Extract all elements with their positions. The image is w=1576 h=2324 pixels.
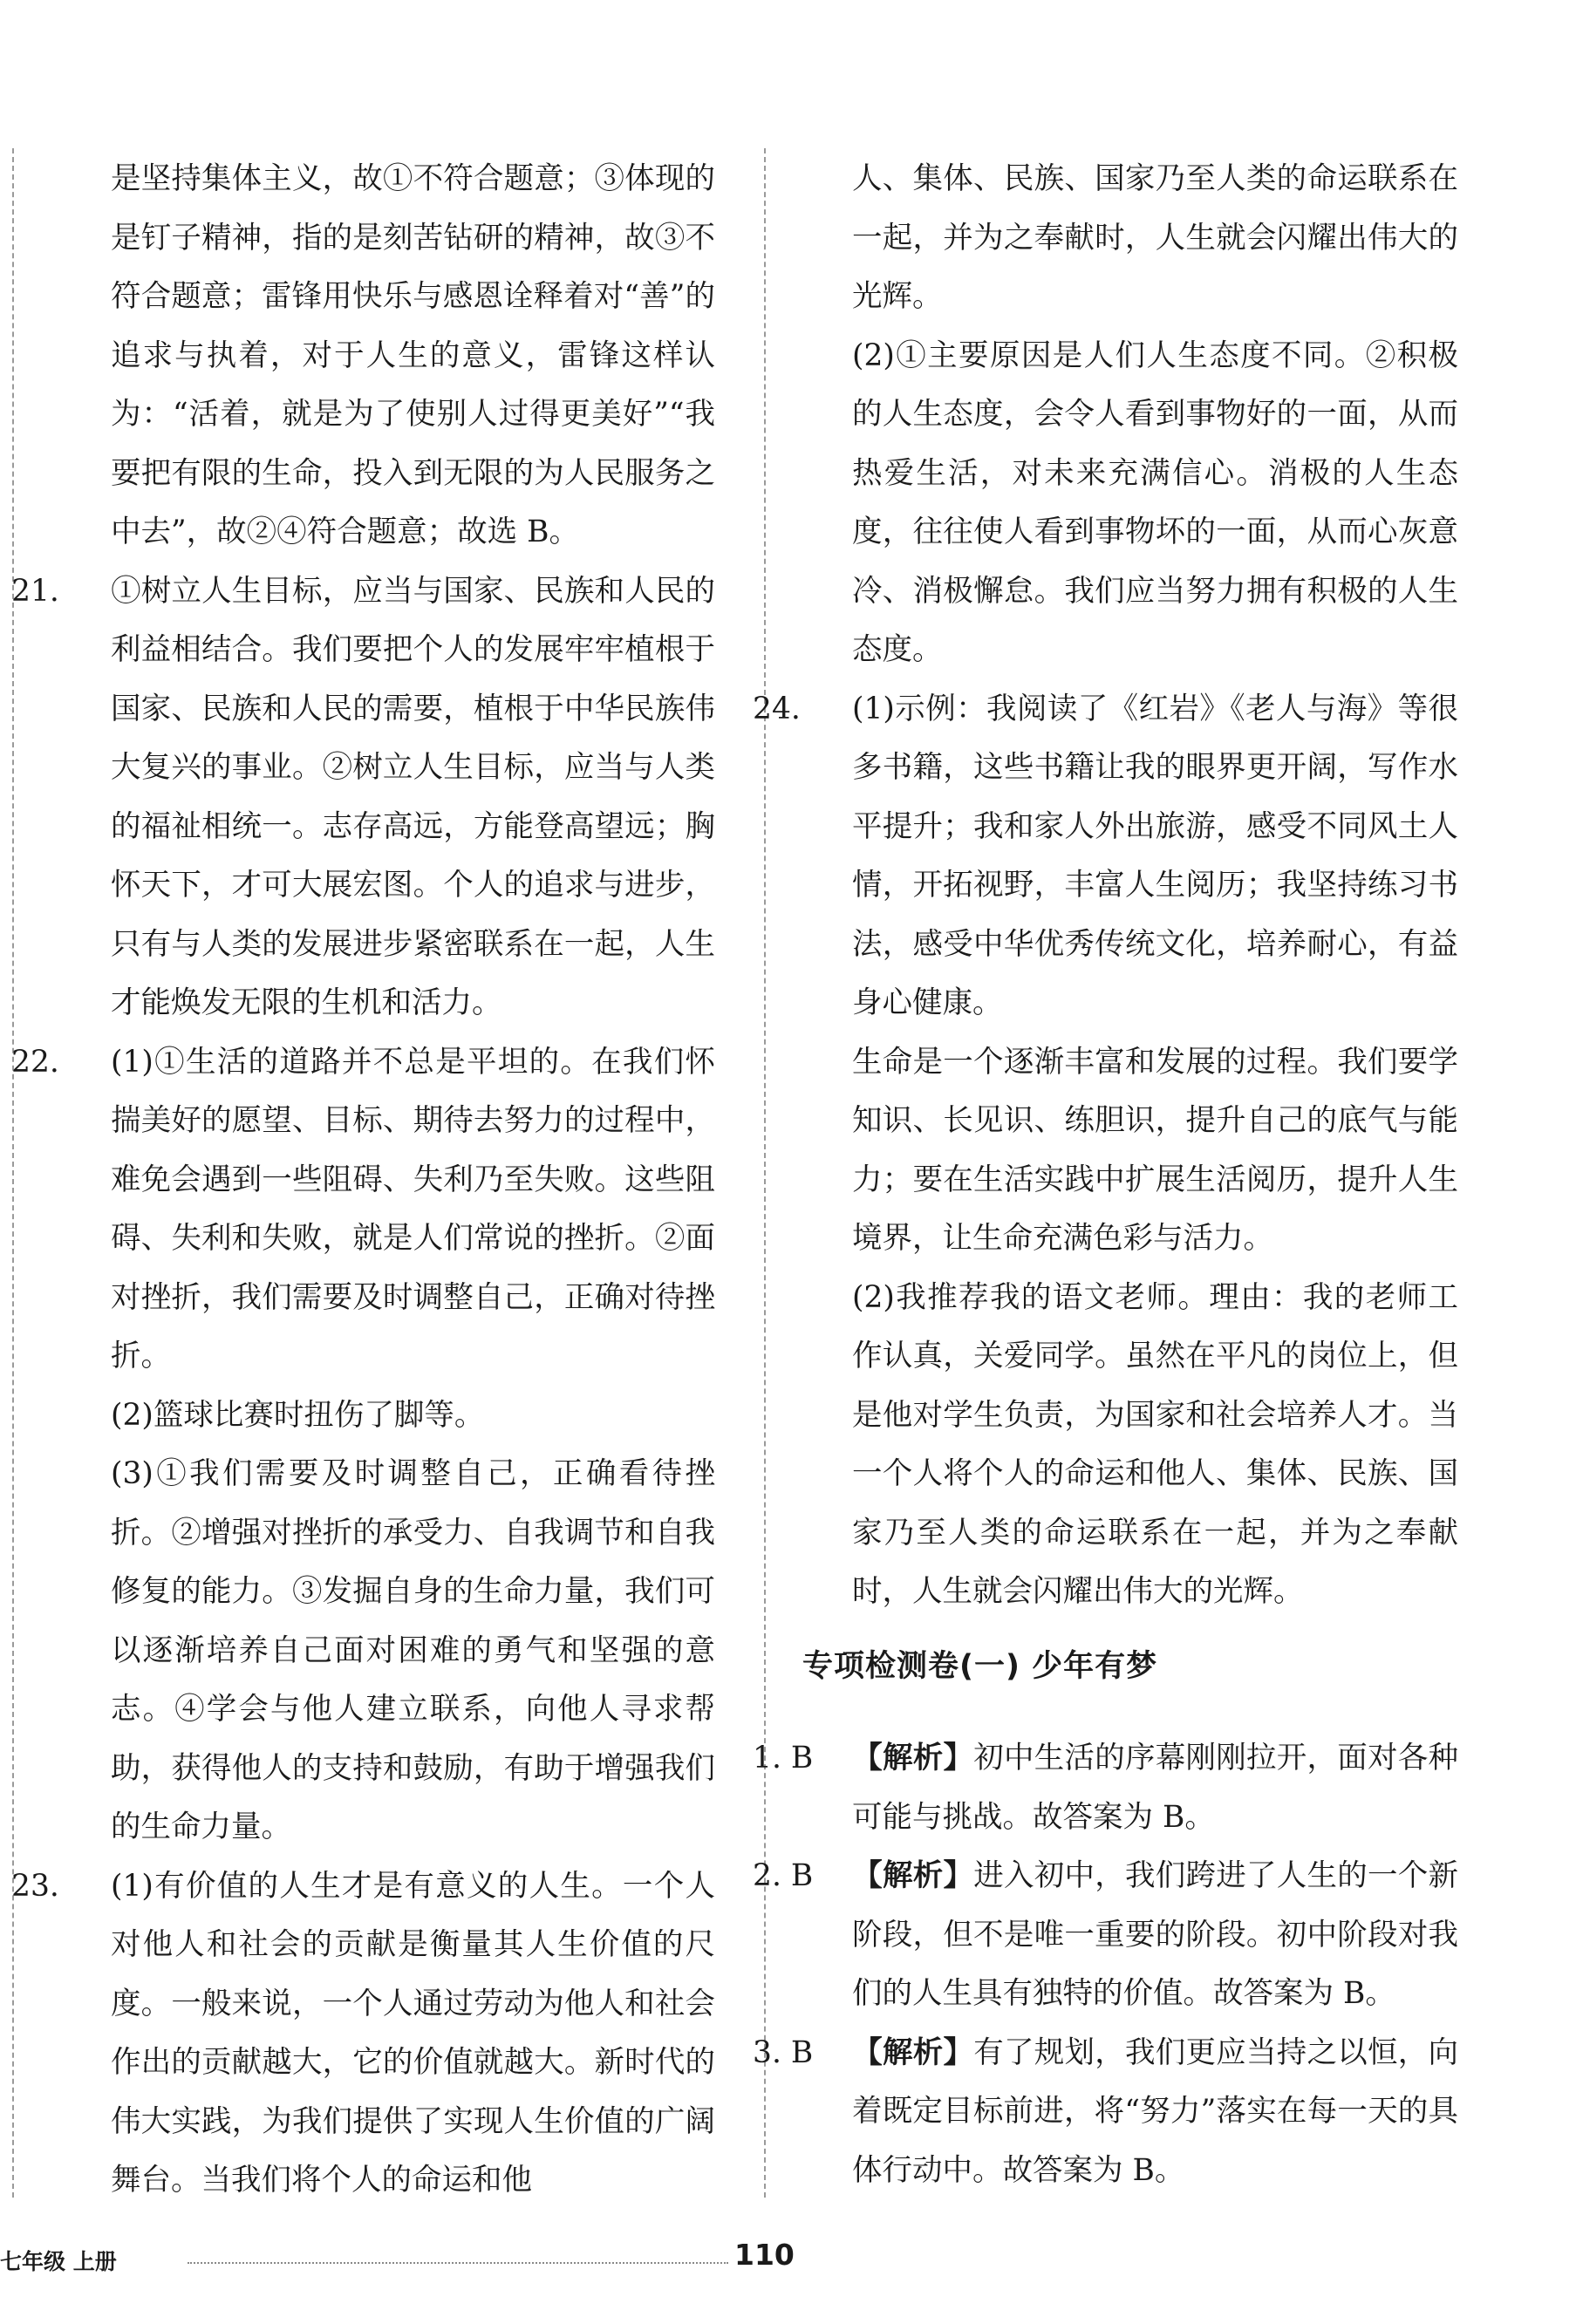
analysis-tag: 【解析】	[852, 2034, 974, 2070]
answer-continuation: 是坚持集体主义，故①不符合题意；③体现的是钉子精神，指的是刻苦钻研的精神，故③不符合题意；雷锋用快乐与感恩诠释着对“善”的追求与执着，对于人生的意义，雷锋这样认为：“活着，就是为了使别人过得更美好”“我要把有限的生命，投入到无限的为人民服务之中去”，故②④符合题意；故选 B。	[111, 161, 715, 549]
answer-text: (1)①生活的道路并不总是平坦的。在我们怀揣美好的愿望、目标、期待去努力的过程中，难免会遇到一些阻碍、失利乃至失败。这些阻碍、失利和失败，就是人们常说的挫折。②面对挫折，我们需要及时调整自己，正确对待挫折。	[111, 1044, 715, 1373]
page-number: 110	[734, 2238, 795, 2272]
answer-3	[753, 2024, 1458, 2201]
grade-label: 七年级 上册	[0, 2249, 117, 2274]
answer-text: 初中生活的序幕刚刚拉开，面对各种可能与挑战。故答案为 B。	[852, 1741, 1458, 1835]
question-number: 1. B	[753, 1741, 814, 1775]
answer-2	[753, 1847, 1458, 2024]
question-number: 24.	[753, 691, 801, 726]
answer-text: 有了规划，我们更应当持之以恒，向着既定目标前进，将“努力”落实在每一天的具体行动中。故答案为 B。	[852, 2034, 1458, 2188]
question-number: 23.	[11, 1868, 59, 1904]
answer-21	[11, 562, 715, 1033]
analysis-tag: 【解析】	[852, 1858, 974, 1893]
answer-continuation: 人、集体、民族、国家乃至人类的命运联系在一起，并为之奉献时，人生就会闪耀出伟大的光辉。	[852, 161, 1458, 314]
footer-dotted-rule	[188, 2262, 728, 2264]
section-title: 专项检测卷(一) 少年有梦	[802, 1648, 1158, 1684]
answer-22-part2: (2)篮球比赛时扭伤了脚等。	[111, 1397, 485, 1433]
answer-text: ①树立人生目标，应当与国家、民族和人民的利益相结合。我们要把个人的发展牢牢植根于国家、民族和人民的需要，植根于中华民族伟大复兴的事业。②树立人生目标，应当与人类的福祉相统一。志存高远，方能登高望远；胸怀天下，才可大展宏图。个人的追求与进步，只有与人类的发展进步紧密联系在一起，人生才能焕发无限的生机和活力。	[111, 573, 715, 1020]
answer-text: (1)有价值的人生才是有意义的人生。一个人对他人和社会的贡献是衡量其人生价值的尺度。一般来说，一个人通过劳动为他人和社会作出的贡献越大，它的价值就越大。新时代的伟大实践，为我们提供了实现人生价值的广阔舞台。当我们将个人的命运和他	[111, 1868, 715, 2198]
answer-22-part3: (3)①我们需要及时调整自己，正确看待挫折。②增强对挫折的承受力、自我调节和自我修复的能力。③发掘自身的生命力量，我们可以逐渐培养自己面对困难的勇气和坚强的意志。④学会与他人建立联系，向他人寻求帮助，获得他人的支持和鼓励，有助于增强我们的生命力量。	[111, 1456, 715, 1844]
answer-24-part1-extra: 生命是一个逐渐丰富和发展的过程。我们要学知识、长见识、练胆识，提升自己的底气与能力；要在生活实践中扩展生活阅历，提升人生境界，让生命充满色彩与活力。	[852, 1044, 1458, 1256]
answer-22-part1	[11, 1033, 715, 1387]
answer-24-part2: (2)我推荐我的语文老师。理由：我的老师工作认真，关爱同学。虽然在平凡的岗位上，但是他对学生负责，为国家和社会培养人才。当一个人将个人的命运和他人、集体、民族、国家乃至人类的命运联系在一起，并为之奉献时，人生就会闪耀出伟大的光辉。	[852, 1279, 1458, 1609]
answer-1	[753, 1729, 1458, 1847]
right-column	[753, 150, 1458, 2200]
analysis-tag: 【解析】	[852, 1741, 974, 1775]
question-number: 3. B	[753, 2034, 814, 2070]
answer-text: (1)示例：我阅读了《红岩》《老人与海》等很多书籍，这些书籍让我的眼界更开阔，写作水平提升；我和家人外出旅游，感受不同风土人情，开拓视野，丰富人生阅历；我坚持练习书法，感受中华优秀传统文化，培养耐心，有益身心健康。	[852, 691, 1458, 1020]
left-column	[11, 150, 715, 2211]
page-footer	[0, 2238, 1576, 2278]
question-number: 22.	[11, 1044, 59, 1080]
question-number: 21.	[11, 573, 59, 609]
answer-23-part1	[11, 1857, 715, 2211]
answer-text: 进入初中，我们跨进了人生的一个新阶段，但不是唯一重要的阶段。初中阶段对我们的人生具有独特的价值。故答案为 B。	[852, 1858, 1458, 2011]
question-number: 2. B	[753, 1858, 814, 1893]
answer-23-part2: (2)①主要原因是人们人生态度不同。②积极的人生态度，会令人看到事物好的一面，从而热爱生活，对未来充满信心。消极的人生态度，往往使人看到事物坏的一面，从而心灰意冷、消极懈怠。我们应当努力拥有积极的人生态度。	[852, 337, 1458, 667]
answer-24-part1	[753, 680, 1458, 1033]
